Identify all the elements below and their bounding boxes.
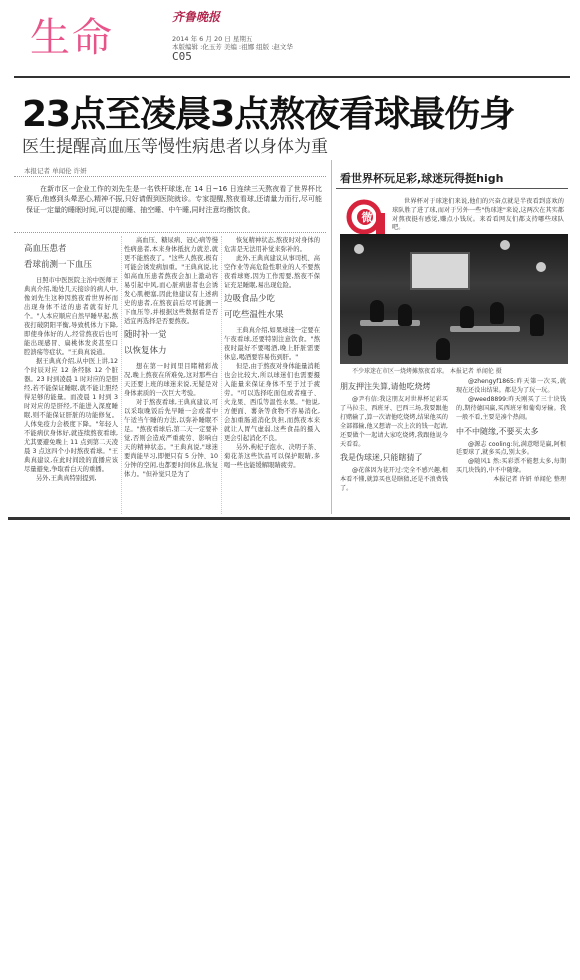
sidebar-paragraph: @随风1 然:买彩票不能想太多,每期买几块钱的,中不中随缘。 [456, 458, 566, 475]
article-column-3 [224, 236, 320, 470]
column3-heading-1: 边吸食品少吃 [224, 294, 276, 304]
column1-paragraph: 日照市中医医院主治中医师王典真介绍,地处几天接诊的病人中,像刘先生这种因熬夜看世界杯而出现身体不适的患者就有好几个。"人本应顺应自然早睡早起,熬夜打破阴阳平衡,导致机体力下降,即使身体好的人,经常熬夜后也可能出现感冒、扁桃体发炎甚至口腔溃疡等症状。"王典真说道。 [24, 277, 118, 356]
column-divider [221, 236, 222, 514]
photo-caption: 不少球迷在市区一烧烤摊熬夜看球。 本报记者 单闻伦 摄 [352, 368, 502, 375]
sidebar-intro: 世界杯对于球迷们来说,他们的兴奋点就是半夜看到喜欢的球队胜了进了球,而对于另外一些"伪球迷"来说,这两次在其实都对熬夜挺有感觉,赚点小钱玩。来看看网友们都支持哪些球队吧。 [392, 198, 564, 232]
sidebar-divider [331, 160, 332, 514]
column3-paragraph: 此外,王典真建议从事司机、高空作业等高危险性职业的人不要熬夜看球赛,因为工作需要,熬夜不保证充足睡眠,易出现危险。 [224, 255, 320, 289]
column2-paragraph: 想在第一时间里目睹精彩战况,晚上熬夜在所难免,这对那些白天还要上班的球迷来说,无疑是对身体素质的一次巨大考验。 [124, 363, 218, 397]
column3-paragraph: 但是,由于熬夜对身体能量消耗也会比较大,所以球迷们也需要摄入能量来保证身体不至于过于疲劳。"可以选择吃面包或者瘦子、火龙果、西瓜等温性水果。"他说,方便面、薯条等食物不容易消化,会加重肠道消化负担,而熬夜本来就让人胃气虚弱,这些食品的摄入更会引起消化不良。 [224, 363, 320, 442]
sidebar-paragraph: @weed8899:昨天刚买了三十块钱的,期待德国赢,买西班牙和葡萄牙输。我一般不看,主要是凑个热闹。 [456, 395, 566, 421]
person [436, 338, 450, 360]
sidebar-column-right [456, 378, 566, 485]
paper-name: 齐鲁晚报 [172, 10, 221, 24]
subheadline: 医生提醒高血压等慢性病患者以身体为重 [22, 137, 328, 157]
column1-heading-2: 看球前测一下血压 [24, 260, 93, 270]
column2-heading-1: 随时补一觉 [124, 330, 167, 340]
column1-paragraph: 据王典真介绍,从中医上讲,12 个时辰对应 12 条经脉 12 个脏器。23 时到凌晨 1 时对应的是胆经,若不能保证睡眠,就不能让胆经得足够的能量。而凌晨 1 时到 3 时对应的是肝经,不能进入深度睡眠,则不能保证肝脏的功能修复。人体免疫力会极度下降。"年轻人不能病伏身体好,就连续熬夜看球,尤其要避免晚上 11 点到第二天凌晨 3 点这四个小时熬夜看球。"王典真建议,在此时间段的直播应该尽量避免,争取看白天的重播。 [24, 358, 118, 473]
article-column-2 [124, 236, 218, 479]
person [348, 334, 362, 356]
column3-paragraph: 另外,枸杞子泡水、决明子茶、菊花茶这些饮品可以保护眼睛,多喝一些也能缓解眼睛疲劳。 [224, 444, 320, 469]
editors-line: 本版编辑 :化玉芳 美编 :祖娜 组版 :赵文华 [172, 43, 293, 51]
sidebar-heading: 我是伪球迷,只能瞎猜了 [340, 453, 423, 463]
photo-bbq-stall-fans [340, 234, 568, 364]
person [490, 302, 504, 324]
sidebar-signature: 本报记者 许妍 单闻伦 整理 [493, 476, 566, 484]
article-intro: 在新市区一企业工作的刘先生是一名铁杆球迷,在 14 日~16 日连续三天熬夜看了世界杯比赛后,他感到头晕恶心,精神不振,只好请假到医院就诊。专家提醒,熬夜看球,还请量力而行,尽可能保证一定量的睡眠时间,可以提前睡、抽空睡、中午睡,同时注意均衡饮食。 [26, 185, 322, 214]
column1-heading-1: 高血压患者 [24, 244, 67, 254]
byline: 本报记者 单闻伦 许妍 [24, 167, 87, 175]
sidebar-paragraph: @尹有信:我这朋友对世界杯足彩买了马拉圭、西班牙、巴西三场,我要跟他打赌输了,算一次请他吃烧烤,结果他买的全部都输,他又想请一次上次的钱一起请,还要做个一起请大家吃烧烤,我跟他说今天看看。 [340, 396, 448, 448]
person [530, 314, 544, 336]
sidebar-heading: 朋友押注失算,请他吃烧烤 [340, 382, 431, 391]
page-number: C05 [172, 50, 192, 63]
lamp [536, 262, 546, 272]
sidebar-paragraph: @花落因为花开过:完全不感兴趣,根本看不懂,就算买也是瞎猜,还是不浪费钱了。 [340, 467, 448, 493]
lamp [500, 240, 510, 250]
column3-paragraph: 王典真介绍,如果球迷一定要在午夜看球,还要特别注意饮食。"熬夜时最好不要喝酒,晚上肝脏需要休息,喝酒要容易伤到肝。" [224, 327, 320, 361]
headline: 23点至凌晨3点熬夜看球最伤身 [22, 94, 515, 135]
lamp [354, 244, 364, 254]
date-line: 2014 年 6 月 20 日 星期五 [172, 35, 253, 43]
sidebar-paragraph: @源志 cooling:玩,满意嗯是赢,阿根廷要球了,就多买点,别太多。 [456, 440, 566, 457]
column-divider [121, 236, 122, 514]
sidebar-title-rule [336, 188, 568, 189]
person [370, 300, 384, 322]
sidebar-column-left [340, 378, 448, 494]
person [460, 306, 474, 328]
tv-screen [410, 252, 470, 290]
bottom-rule [8, 517, 570, 520]
column2-paragraph: 对于熬夜看球,王典真建议,可以采取晚饭后先早睡一会或者中午适当午睡的方法,以弥补睡眠不足。"熬夜看球后,第二天一定要补觉,否则会造成严重疲劳、影响白天的精神状态。"王典真说,"球迷要尚能早习,即便只有 5 分钟、10 分钟的空闲,也都要时间休息,恢复体力。"但补觉只是为了 [124, 399, 218, 478]
logo-text: 微 [361, 211, 373, 224]
column2-paragraph: 高血压、糖尿病、冠心病等慢性病患者,本来身体抵抗力就差,就更不能熬夜了。"这些人熬夜,极有可能会诱发病加重。"王典真说,比如高血压患者熬夜会加上激动容易引起中风,而心脏病患者也会诱发心肌梗塞,因此他建议有上述病史的患者,在熬夜前后尽可能测一下血压等,并根据这些数据看是否适宜再选择是否要熬夜。 [124, 237, 218, 325]
intro-rule [14, 232, 326, 233]
weibo-logo-text [357, 209, 377, 225]
person [398, 304, 412, 326]
article-column-1 [24, 240, 118, 483]
top-rule [14, 76, 570, 78]
column2-heading-2: 以恢复体力 [124, 346, 167, 356]
sidebar-heading: 中不中随缘,不要买太多 [456, 426, 539, 436]
sidebar-title: 看世界杯玩足彩,球迷玩得挺high [340, 172, 504, 185]
column3-paragraph: 恢复精神状态,熬夜时对身体的危害是无法用补觉来弥补的。 [224, 237, 320, 253]
column1-paragraph: 另外,王典真特别提到, [36, 475, 97, 482]
column3-heading-2: 可吃些温性水果 [224, 310, 284, 320]
sidebar-paragraph: @zhengyf1865:昨天第一次买,就现在还没出结果。都是为了玩一玩。 [456, 378, 566, 394]
byline-rule [14, 176, 326, 177]
section-title: 生命 [30, 15, 114, 61]
